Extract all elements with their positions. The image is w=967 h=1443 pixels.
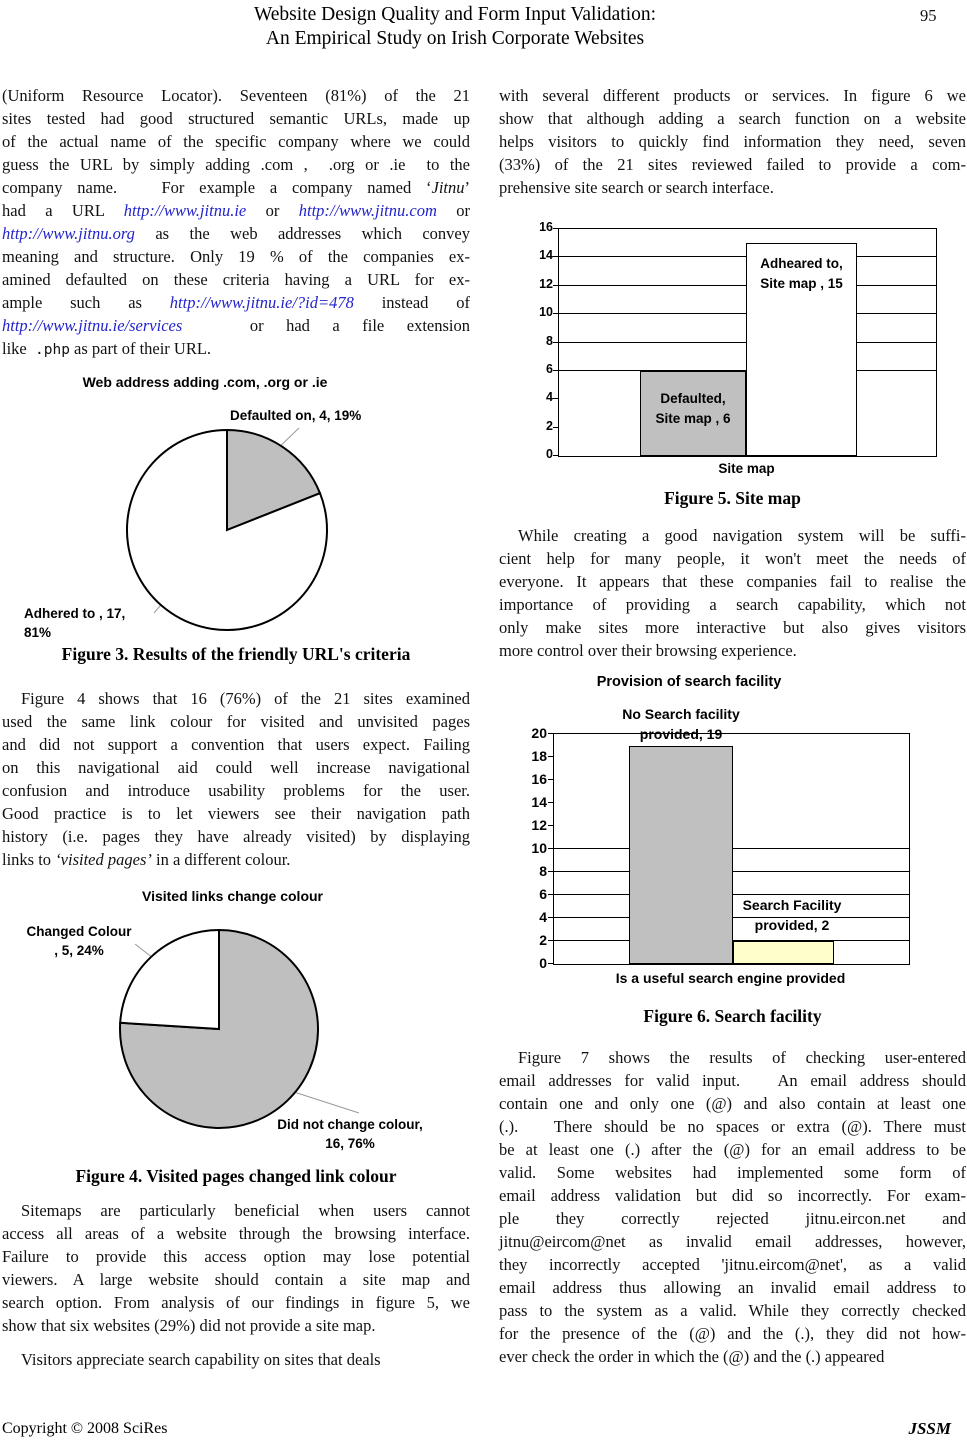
text-line: ample such as http://www.jitnu.ie/?id=478 instead of [2,293,470,312]
text-line: guess the URL by simply adding .com , .org or .ie to the [2,155,470,174]
footer-journal: JSSM [908,1419,951,1438]
url-link[interactable]: http://www.jitnu.org [2,224,135,243]
text-line: (.). There should be no spaces or extra (@). There must [499,1117,966,1136]
chart-label-line: provided, 2 [754,917,830,933]
paragraph-search-intro [499,84,966,199]
chart-label-line: Search Facility [742,897,842,913]
y-axis-tick-mark [548,917,553,918]
text-line: be at least one (.) after the (@) for an email address to be [499,1140,966,1159]
chart-label-line: Did not change colour, [277,1117,423,1132]
text-line: for the presence of the (@) and the (.), they did not how- [499,1324,966,1343]
pie-label-changed-colour [22,922,136,960]
figure-5-plot-area [558,228,937,457]
figure-5-bar-chart [499,218,966,480]
text-line: amined defaulted on these criteria having a URL for ex- [2,270,470,289]
y-axis-tick-mark [548,779,553,780]
y-axis-tick-mark [553,427,558,428]
text-line: http://www.jitnu.org as the web addresses which convey [2,224,470,243]
y-axis-tick-mark [548,802,553,803]
text-line: and did not support a convention that users expect. Failing [2,735,470,754]
pie-label-defaulted-on [230,406,365,425]
chart-label-line: , 5, 24% [54,943,104,958]
figure-6-x-axis-label: Is a useful search engine provided [615,970,846,986]
figure-5-caption: Figure 5. Site map [664,488,801,508]
y-axis-tick-label: 10 [531,840,547,856]
text-line: sites tested had good structured semantic URLs, made up [2,109,470,128]
y-axis-tick-label: 4 [539,909,547,925]
y-axis-tick-label: 12 [539,276,553,291]
url-link[interactable]: http://www.jitnu.ie/services [2,316,183,335]
text-line: used the same link colour for visited and unvisited pages [2,712,470,731]
paragraph-navigation [499,524,966,662]
text-line: with several different products or services. In figure 6 we [499,86,966,105]
text-line: on this navigational aid could well increase navigational [2,758,470,777]
figure-3-pie-chart [2,372,470,642]
text-line: of the actual name of the specific company where we could [2,132,470,151]
text-line: importance of providing a search capability, which not [499,595,966,614]
text-line: they incorrectly accepted 'jitnu.eircom@net', as a valid [499,1255,966,1274]
text-line: Sitemaps are particularly beneficial when users cannot [21,1201,470,1220]
url-link[interactable]: http://www.jitnu.ie [123,201,247,220]
text-line: contain one and only one (@) and also contain at least one [499,1094,966,1113]
chart-label-line: Adhered to , 17, 81% [24,606,126,640]
y-axis-tick-mark [548,825,553,826]
y-axis-tick-mark [553,398,558,399]
y-axis-tick-label: 6 [539,886,547,902]
text-line: more control over their browsing experience. [499,641,797,660]
figure-6-chart-title: Provision of search facility [596,674,782,690]
text-line: only make sites more interactive but also gives visitors [499,618,966,637]
text-line: show that six websites (29%) did not provide a site map. [2,1316,376,1335]
figure-6-bar-chart [499,670,966,1000]
chart-label-line: provided, 19 [639,726,723,742]
text-line: ple they correctly rejected jitnu.eircon.net and [499,1209,966,1228]
text-line: email address thus allowing an invalid email address to [499,1278,966,1297]
text-line: viewers. A large website should contain a site map and [2,1270,470,1289]
y-axis-tick-mark [553,455,558,456]
text-line: http://www.jitnu.ie/services or had a file extension [2,316,470,335]
y-axis-tick-mark [548,963,553,964]
paragraph-sitemaps [2,1199,470,1337]
footer-copyright: Copyright © 2008 SciRes [2,1420,168,1437]
y-axis-tick-label: 14 [539,248,553,263]
text-line: email addresses for valid input. An email address should [499,1071,966,1090]
text-line: Figure 4 shows that 16 (76%) of the 21 sites examined [21,689,470,708]
y-axis-tick-label: 0 [539,955,547,971]
figure-4-pie-chart [2,884,470,1164]
text-line: (Uniform Resource Locator). Seventeen (81%) of the 21 [2,86,470,105]
y-axis-tick-label: 2 [546,418,553,433]
y-axis-tick-mark [548,871,553,872]
paper-title-line2: An Empirical Study on Irish Corporate Websites [265,28,645,49]
y-axis-tick-label: 0 [546,447,553,461]
y-axis-tick-label: 14 [531,794,547,810]
bar-label-no-search-facility [557,704,805,744]
y-axis-tick-label: 16 [539,220,553,234]
page-number: 95 [920,6,937,25]
bar-search-facility-provided [733,941,834,964]
bar-label-adheared-to [746,254,857,294]
y-axis-tick-label: 6 [546,361,553,376]
y-axis-tick-mark [548,848,553,849]
figure-6-caption: Figure 6. Search facility [643,1006,822,1026]
bar-label-search-facility [695,895,889,935]
text-line: links to ‘visited pages’ in a different colour. [2,850,291,869]
pie-label-adhered-to [24,604,156,642]
y-axis-tick-label: 18 [531,748,547,764]
y-axis-tick-mark [548,756,553,757]
paragraph-visited-links [2,687,470,871]
text-line: search option. From analysis of our findings in figure 5, we [2,1293,470,1312]
paper-title-line1: Website Design Quality and Form Input Validation: [253,4,657,25]
y-axis-tick-mark [553,313,558,314]
paragraph-url-criteria [2,84,470,360]
y-axis-tick-label: 2 [539,932,547,948]
y-axis-tick-mark [548,894,553,895]
text-line: Failure to provide this access option may lose potential [2,1247,470,1266]
figure-3-caption: Figure 3. Results of the friendly URL's criteria [61,644,411,664]
y-axis-tick-mark [553,285,558,286]
pie-label-did-not-change [264,1115,436,1153]
text-line: email address validation but did so incorrectly. For exam- [499,1186,966,1205]
text-line: jitnu@eircom@net as invalid email addresses, however, [499,1232,966,1251]
figure-5-x-axis-label: Site map [718,461,775,476]
text-line: history (i.e. pages they have already visited) by displaying [2,827,470,846]
chart-label-line: Defaulted on, 4, 19% [230,408,362,423]
paragraph-email-validation [499,1046,966,1368]
text-line: Good practice is to let viewers see their navigation path [2,804,470,823]
y-axis-tick-mark [553,370,558,371]
text-line: pass to the system as a valid. While they correctly checked [499,1301,966,1320]
figure-4-caption: Figure 4. Visited pages changed link colour [75,1166,397,1186]
y-axis-tick-label: 8 [546,333,553,348]
y-axis-tick-mark [553,342,558,343]
url-link[interactable]: http://www.jitnu.ie/?id=478 [169,293,354,312]
left-column [2,0,470,1443]
figure-4-chart-title: Visited links change colour [141,888,323,904]
text-line: prehensive site search or search interface. [499,178,774,197]
text-line: helps visitors to quickly find information they need, seven [499,132,966,151]
text-line: While creating a good navigation system will be suffi- [518,526,966,545]
y-axis-tick-label: 20 [531,725,547,741]
y-axis-tick-mark [553,228,558,229]
text-line: valid. Some websites had implemented some form of [499,1163,966,1182]
y-axis-tick-mark [548,940,553,941]
chart-label-line: No Search facility [622,706,740,722]
chart-label-line: Adheared to, [760,256,843,271]
text-line: access all areas of a website through the browsing interface. [2,1224,470,1243]
chart-label-line: Defaulted, [660,391,726,406]
text-line: meaning and structure. Only 19 % of the companies ex- [2,247,470,266]
y-axis-tick-label: 8 [539,863,547,879]
chart-label-line: 16, 76% [325,1136,375,1151]
bar-label-defaulted [640,389,746,429]
paragraph-visitors [2,1348,470,1371]
text-line: had a URL http://www.jitnu.ie or http://www.jitnu.com or [2,201,470,220]
text-line: show that although adding a search function on a website [499,109,966,128]
text-line: confusion and introduce usability problems for the user. [2,781,470,800]
figure-3-chart-title: Web address adding .com, .org or .ie [82,374,328,390]
text-line: company name. For example a company named ‘Jitnu’ [2,178,470,197]
y-axis-tick-mark [553,256,558,257]
text-line: like .php as part of their URL. [2,339,212,358]
text-line: cient help for many people, it won't meet the needs of [499,549,966,568]
chart-label-line: Changed Colour [26,924,132,939]
chart-label-line: Site map , 6 [655,411,731,426]
text-line: everyone. It appears that these companies fail to realise the [499,572,966,591]
y-axis-tick-label: 4 [546,390,553,405]
text-line: Figure 7 shows the results of checking user-entered [518,1048,966,1067]
y-axis-tick-label: 16 [531,771,547,787]
url-link[interactable]: http://www.jitnu.com [298,201,437,220]
y-axis-tick-label: 12 [531,817,547,833]
y-axis-tick-mark [548,733,553,734]
text-line: ever check the order in which the (@) and the (.) appeared [499,1347,885,1366]
right-column [499,0,967,1443]
text-line: Visitors appreciate search capability on sites that deals [21,1350,381,1369]
text-line: (33%) of the 21 sites reviewed failed to provide a com- [499,155,966,174]
chart-label-line: Site map , 15 [760,276,843,291]
y-axis-tick-label: 10 [539,305,553,320]
